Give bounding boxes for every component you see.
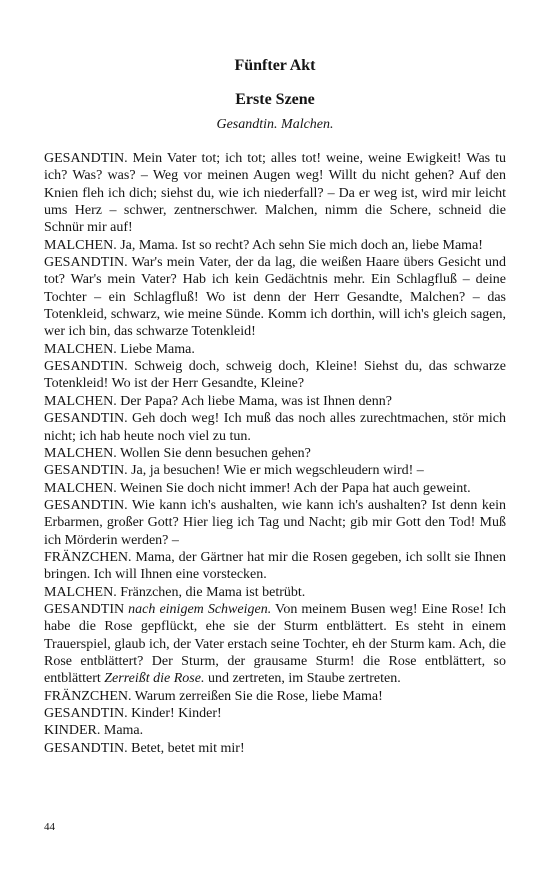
dialogue-paragraph — [44, 688, 506, 705]
dialogue-run: GESANDTIN. Mein Vater tot; ich tot; alles tot! weine, weine Ewigkeit! Was tu ich? Was? was? – Weg vor meinen Augen weg! Willt du nicht gehen? Auf den Knien fleh ich dich; siehst du, wie ich niederfall? – Da er weg ist, wird mir leicht ums Herz – schwer, zentnerschwer. Malchen, nimm die Schere, schneid die Schnür mir auf! — [44, 151, 506, 236]
dialogue-run: GESANDTIN. War's mein Vater, der da lag, die weißen Haare übers Gesicht und tot? War's mein Vater? Hab ich kein Gedächtnis mehr. Ein Schlagfluß – deine Tochter – ein Schlagfluß! Wo ist denn der Herr Gesandte, Malchen? – das Totenkleid, schwarz, wie meine Sünde. Komm ich dorthin, will ich's gleich sagen, wer ich bin, das schwarze Totenkleid! — [44, 255, 506, 340]
dialogue-paragraph — [44, 393, 506, 410]
dialogue-run: und zertreten, im Staube zertreten. — [204, 671, 401, 687]
dialogue-paragraph — [44, 150, 506, 237]
dialogue-paragraph — [44, 601, 506, 688]
stage-direction-inline: Zerreißt die Rose. — [104, 671, 205, 687]
dialogue-paragraph — [44, 705, 506, 722]
dialogue-paragraph — [44, 497, 506, 549]
dialogue-run: MALCHEN. Weinen Sie doch nicht immer! Ach der Papa hat auch geweint. — [44, 480, 471, 496]
dialogue-paragraph — [44, 740, 506, 757]
act-title: Fünfter Akt — [234, 57, 316, 74]
dialogue-paragraph — [44, 722, 506, 739]
dialogue-run: MALCHEN. Ja, Mama. Ist so recht? Ach sehn Sie mich doch an, liebe Mama! — [44, 237, 483, 253]
dialogue-run: GESANDTIN. Kinder! Kinder! — [44, 706, 222, 721]
scene-title: Erste Szene — [235, 91, 315, 108]
dialogue-paragraph — [44, 584, 506, 601]
dialogue-run: MALCHEN. Wollen Sie denn besuchen gehen? — [44, 445, 311, 461]
dialogue-run: Von meinem Busen weg! Eine Rose! Ich habe die Rose gepflückt, ehe sie der Sturm entblättert. Es steht in einem Trauerspiel, glaub ich, der Vater erstach seine Tochter, eh der Sturm kam. Ach, die Rose entblättert? Der Sturm, der grausame Sturm! die Rose entblättert, so entblättert — [44, 601, 506, 687]
dialogue-run: MALCHEN. Der Papa? Ach liebe Mama, was ist Ihnen denn? — [44, 393, 392, 409]
dialogue-paragraph — [44, 358, 506, 393]
dialogue-run: FRÄNZCHEN. Warum zerreißen Sie die Rose, liebe Mama! — [44, 688, 383, 704]
dialogue-paragraph — [44, 549, 506, 584]
dialogue-run: MALCHEN. Liebe Mama. — [44, 341, 195, 357]
dialogue-run: MALCHEN. Fränzchen, die Mama ist betrübt. — [44, 584, 306, 600]
stage-direction: Gesandtin. Malchen. — [216, 117, 334, 132]
dialogue-run: KINDER. Mama. — [44, 723, 144, 739]
dialogue-paragraph — [44, 341, 506, 358]
dialogue-run: GESANDTIN. Schweig doch, schweig doch, Kleine! Siehst du, das schwarze Totenkleid! Wo ist der Herr Gesandte, Kleine? — [44, 359, 506, 392]
dialogue-run: GESANDTIN — [44, 601, 129, 617]
dialogue-run: GESANDTIN. Wie kann ich's aushalten, wie kann ich's aushalten? Ist denn kein Erbarmen, großer Gott? Hier lieg ich Tag und Nacht; gib mir Gott den Tod! Muß ich Mörderin werden? – — [44, 497, 506, 548]
dialogue-paragraph — [44, 445, 506, 462]
dialogue-run: GESANDTIN. Betet, betet mit mir! — [44, 740, 245, 756]
dialogue-run: FRÄNZCHEN. Mama, der Gärtner hat mir die Rosen gegeben, ich sollt sie Ihnen bringen. Ich will Ihnen eine vorstecken. — [44, 549, 506, 583]
page-number: 44 — [44, 821, 55, 833]
dialogue-paragraph — [44, 237, 506, 254]
dialogue-paragraph — [44, 254, 506, 341]
stage-direction-inline: nach einigem Schweigen. — [128, 601, 272, 617]
dialogue-paragraph — [44, 462, 506, 479]
dialogue-run: GESANDTIN. Ja, ja besuchen! Wie er mich wegschleudern wird! – — [44, 463, 424, 479]
dialogue-text — [44, 150, 506, 757]
dialogue-paragraph — [44, 480, 506, 497]
dialogue-paragraph — [44, 410, 506, 445]
dialogue-run: GESANDTIN. Geh doch weg! Ich muß das noch alles zurechtmachen, stör mich nicht; ich hab heute noch viel zu tun. — [44, 411, 506, 444]
